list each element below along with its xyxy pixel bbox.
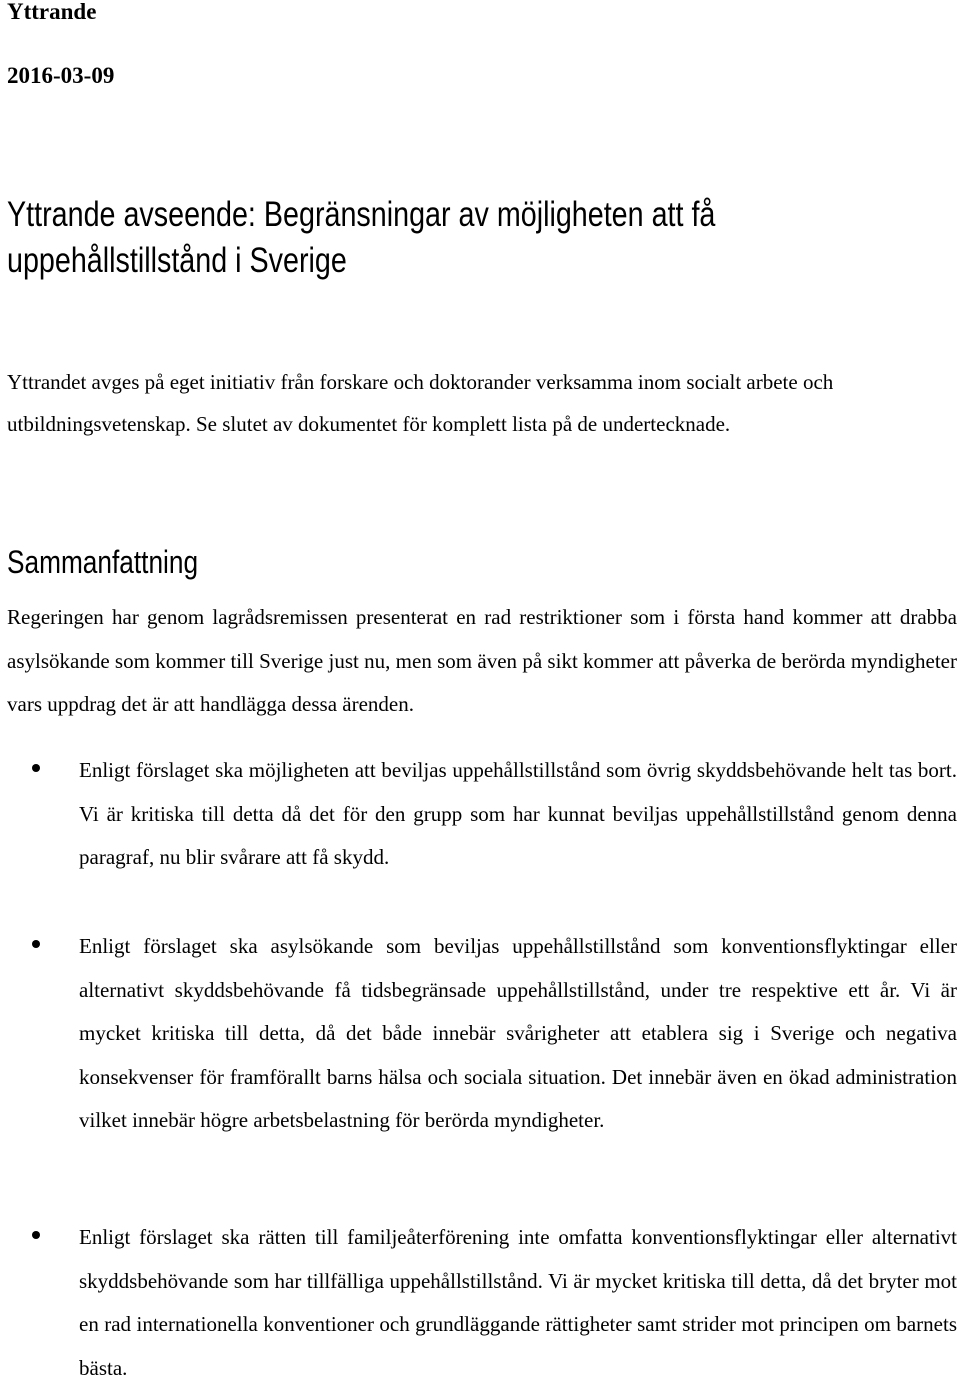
bullet-text: Enligt förslaget ska rätten till familjeåterförening inte omfatta konventionsflyktingar eller alternativt skyddsbehövande som har tillfälliga uppehållstillstånd. Vi är mycket kritiska till detta, då det bryter mot en rad internationella konventioner och grundläggande rättigheter samt strider mot principen om barnets bästa. <box>79 1225 957 1380</box>
bullet-text: Enligt förslaget ska asylsökande som beviljas uppehållstillstånd som konventionsflyktingar eller alternativt skyddsbehövande få tidsbegränsade uppehållstillstånd, under tre respektive ett år. Vi är mycket kritiska till detta, då det både innebär svårigheter att etablera sig i Sverige och negativa konsekvenser för framförallt barns hälsa och sociala situation. Det innebär även en ökad administration vilket innebär högre arbetsbelastning för berörda myndigheter. <box>79 934 957 1132</box>
intro-paragraph: Yttrandet avges på eget initiativ från forskare och doktorander verksamma inom socialt arbete och utbildningsvetenskap. Se slutet av dokumentet för komplett lista på de undertecknade. <box>7 370 834 436</box>
bullet-dot-icon <box>32 764 40 772</box>
summary-heading: Sammanfattning <box>7 544 199 580</box>
document-title: Yttrande avseende: Begränsningar av möjligheten att få uppehållstillstånd i Sverige <box>7 195 716 280</box>
bullet-dot-icon <box>32 940 40 948</box>
bullet-text: Enligt förslaget ska möjligheten att beviljas uppehållstillstånd som övrig skyddsbehövande helt tas bort. Vi är kritiska till detta då det för den grupp som har kunnat beviljas uppehållstillstånd genom denna paragraf, nu blir svårare att få skydd. <box>79 758 957 869</box>
document-type-label: Yttrande <box>7 0 97 24</box>
document-date: 2016-03-09 <box>7 63 115 88</box>
bullet-dot-icon <box>32 1231 40 1239</box>
summary-paragraph: Regeringen har genom lagrådsremissen presenterat en rad restriktioner som i första hand kommer att drabba asylsökande som kommer till Sverige just nu, men som även på sikt kommer att påverka de berörda myndigheter vars uppdrag det är att handlägga dessa ärenden. <box>7 605 957 716</box>
